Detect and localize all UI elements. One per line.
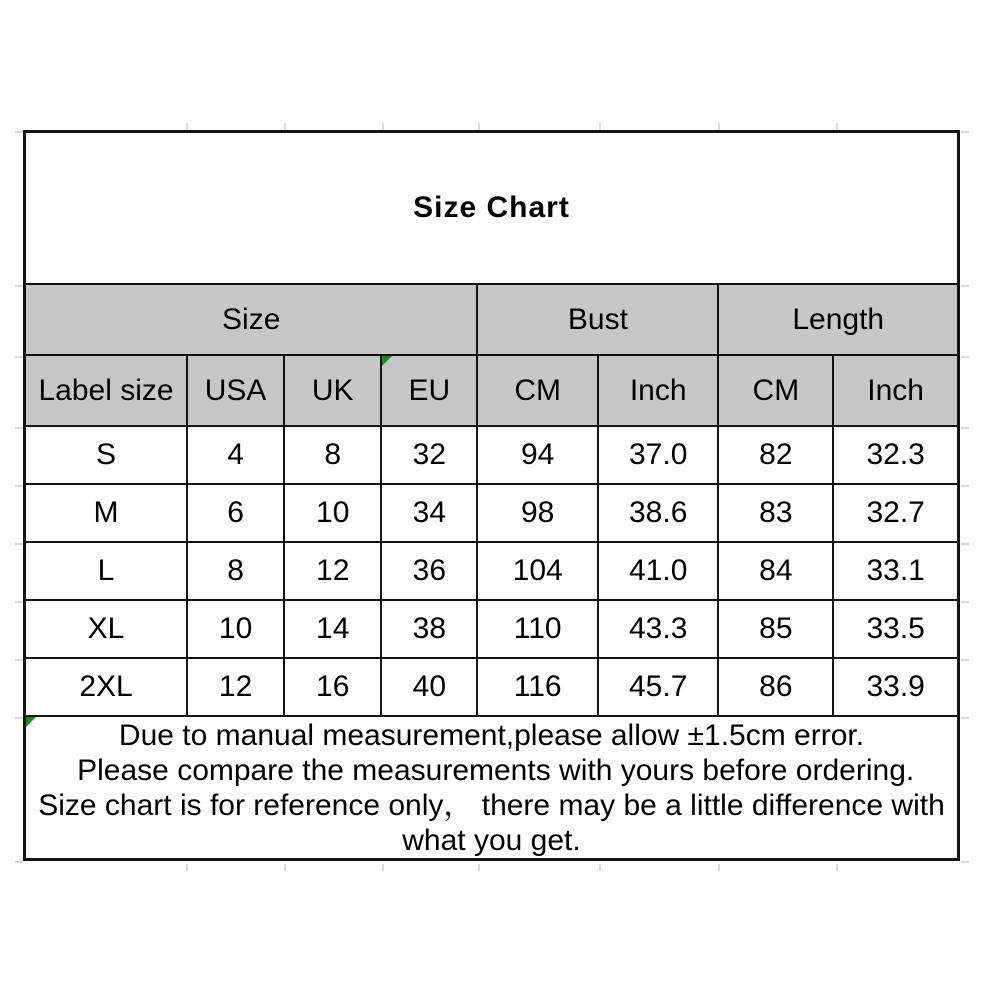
gridline-stub bbox=[186, 123, 188, 130]
title-row bbox=[25, 132, 959, 285]
gridline-stub bbox=[961, 485, 969, 487]
column-header-bust-cm: CM bbox=[477, 355, 597, 426]
cell-error-flag-icon bbox=[382, 356, 392, 366]
table-row bbox=[25, 426, 959, 484]
table-cell: 32.3 bbox=[833, 426, 958, 484]
table-cell: 38 bbox=[381, 600, 477, 658]
notes-cell bbox=[25, 716, 959, 860]
table-cell: 33.1 bbox=[833, 542, 958, 600]
column-header-row bbox=[25, 355, 959, 426]
gridline-stub bbox=[284, 864, 286, 871]
column-header-bust-inch: Inch bbox=[598, 355, 718, 426]
group-header-row bbox=[25, 284, 959, 355]
note-line-3: Size chart is for reference only， there may be a little difference with what you get. bbox=[38, 788, 954, 857]
column-header-usa: USA bbox=[187, 355, 284, 426]
gridline-stub bbox=[15, 356, 23, 358]
gridline-stub bbox=[15, 659, 23, 661]
gridline-stub bbox=[478, 123, 480, 130]
gridline-stub bbox=[599, 123, 601, 130]
table-cell: 8 bbox=[284, 426, 381, 484]
table-cell: 32.7 bbox=[833, 484, 958, 542]
gridline-stub bbox=[961, 601, 969, 603]
table-cell: 94 bbox=[477, 426, 597, 484]
column-header-eu-label: EU bbox=[408, 373, 451, 407]
column-header-length-inch: Inch bbox=[833, 355, 958, 426]
note-line-2: Please compare the measurements with yours before ordering. bbox=[68, 753, 915, 787]
table-cell: 45.7 bbox=[598, 658, 718, 716]
cell-error-flag-icon bbox=[26, 717, 36, 727]
table-cell: 104 bbox=[477, 542, 597, 600]
table-cell: 38.6 bbox=[598, 484, 718, 542]
table-cell: 12 bbox=[187, 658, 284, 716]
table-cell: 8 bbox=[187, 542, 284, 600]
table-row bbox=[25, 658, 959, 716]
table-cell: 4 bbox=[187, 426, 284, 484]
gridline-stub bbox=[15, 131, 23, 133]
gridline-stub bbox=[961, 131, 969, 133]
table-cell: 33.5 bbox=[833, 600, 958, 658]
gridline-stub bbox=[15, 285, 23, 287]
table-cell: 85 bbox=[718, 600, 833, 658]
gridline-stub bbox=[961, 285, 969, 287]
gridline-stub bbox=[718, 864, 720, 871]
gridline-stub bbox=[599, 864, 601, 871]
table-row bbox=[25, 600, 959, 658]
table-cell: 10 bbox=[187, 600, 284, 658]
table-cell: 82 bbox=[718, 426, 833, 484]
table-cell: 36 bbox=[381, 542, 477, 600]
gridline-stub bbox=[15, 427, 23, 429]
size-chart-table bbox=[23, 130, 960, 861]
gridline-stub bbox=[15, 717, 23, 719]
gridline-stub bbox=[961, 861, 969, 863]
table-cell: 43.3 bbox=[598, 600, 718, 658]
gridline-stub bbox=[15, 601, 23, 603]
table-cell: L bbox=[25, 542, 188, 600]
note-line-1: Due to manual measurement,please allow ±1.5cm error. bbox=[118, 718, 865, 752]
table-cell: 84 bbox=[718, 542, 833, 600]
table-cell: 33.9 bbox=[833, 658, 958, 716]
gridline-stub bbox=[836, 864, 838, 871]
gridline-stub bbox=[961, 543, 969, 545]
gridline-stub bbox=[186, 864, 188, 871]
gridline-stub bbox=[961, 356, 969, 358]
gridline-stub bbox=[382, 864, 384, 871]
table-cell: 14 bbox=[284, 600, 381, 658]
group-header-size: Size bbox=[25, 284, 478, 355]
gridline-stub bbox=[478, 864, 480, 871]
table-cell: S bbox=[25, 426, 188, 484]
gridline-stub bbox=[718, 123, 720, 130]
table-cell: 10 bbox=[284, 484, 381, 542]
column-header-uk: UK bbox=[284, 355, 381, 426]
table-cell: 98 bbox=[477, 484, 597, 542]
table-row bbox=[25, 484, 959, 542]
table-cell: 86 bbox=[718, 658, 833, 716]
table-cell: 34 bbox=[381, 484, 477, 542]
table-cell: 110 bbox=[477, 600, 597, 658]
spreadsheet-table-area bbox=[23, 130, 960, 861]
table-cell: 37.0 bbox=[598, 426, 718, 484]
group-header-length: Length bbox=[718, 284, 958, 355]
table-cell: 32 bbox=[381, 426, 477, 484]
table-cell: 40 bbox=[381, 658, 477, 716]
gridline-stub bbox=[382, 123, 384, 130]
table-row bbox=[25, 542, 959, 600]
table-cell: 2XL bbox=[25, 658, 188, 716]
table-cell: M bbox=[25, 484, 188, 542]
gridline-stub bbox=[284, 123, 286, 130]
gridline-stub bbox=[15, 543, 23, 545]
table-cell: 41.0 bbox=[598, 542, 718, 600]
notes-row bbox=[25, 716, 959, 860]
table-cell: 83 bbox=[718, 484, 833, 542]
gridline-stub bbox=[15, 485, 23, 487]
gridline-stub bbox=[961, 659, 969, 661]
table-cell: XL bbox=[25, 600, 188, 658]
chart-title: Size Chart bbox=[25, 132, 959, 285]
gridline-stub bbox=[836, 123, 838, 130]
gridline-stub bbox=[961, 427, 969, 429]
table-cell: 12 bbox=[284, 542, 381, 600]
group-header-bust: Bust bbox=[477, 284, 718, 355]
column-header-eu bbox=[381, 355, 477, 426]
column-header-label-size: Label size bbox=[25, 355, 188, 426]
column-header-length-cm: CM bbox=[718, 355, 833, 426]
gridline-stub bbox=[961, 717, 969, 719]
table-cell: 116 bbox=[477, 658, 597, 716]
table-cell: 6 bbox=[187, 484, 284, 542]
gridline-stub bbox=[15, 861, 23, 863]
table-cell: 16 bbox=[284, 658, 381, 716]
